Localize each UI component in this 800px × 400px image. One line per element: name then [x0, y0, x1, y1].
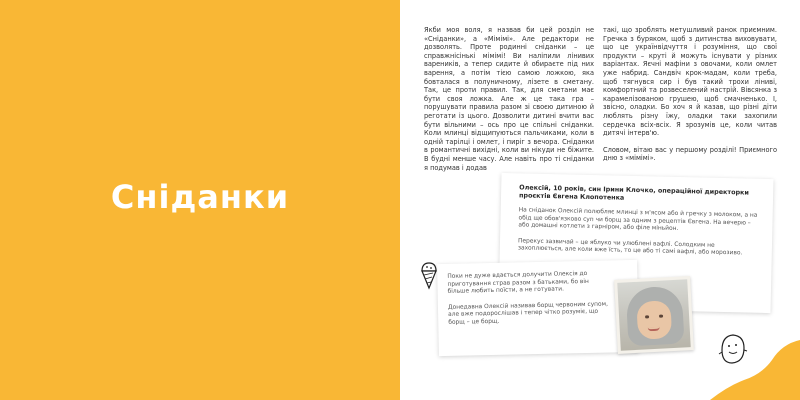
paragraph: такі, що зроблять метушливий ранок приємним. Гречка з буряком, щоб з дитинства виховувати, що це українвідчуття і розуміння, що свої продукти – круті й можуть існувати у різних варіантах. Яєчні мафіни з овочами, коли омлет уже набрид. Сандвіч крок-мадам, коли треба, щоб тягнувся сир і був такий трохи ліниві, комфортний та розвеселений настрій. Вівсянка з карамелізованою грушею, щоб смачненько. І, звісно, оладки. Бо хоч я й казав, що різні діти люблять різну їжу, оладки таки захопили сердечка всіх-всіх. Я зрозумів це, коли читав дитячі інтерв'ю. — [603, 26, 777, 138]
paragraph: Якби моя воля, я назвав би цей розділ не «Сніданки», а «Мімімі». Але редактори не дозволять. Проте родинні сніданки – це справжнісінькі мімімі! Ви наліпили лінивих вареників, а тепер сидите й обираєте під них варення, а потім тією самою ложкою, яка бовталася в полуничному, лізете в сметану. Так, це проти правил. Так, для сметани має бути своя ложка. Але ж це така гра – порушувати правила разом зі своєю дитиною й реготати із цього. Дозволити дитині вчити вас бути вільними – ось про це спільні сніданки. Коли млинці відщипуються пальчиками, коли в одній тарілці і омлет, і пиріг з вечора. Сніданки в романтичні вихідні, коли ви нікуди не біжите. В будні менше часу. Але навіть про ті сніданки я подумав і додав — [424, 26, 594, 172]
chapter-title: Сніданки — [110, 178, 290, 216]
card-paragraph: Поки не дуже вдається долучити Олексія до приготування страв разом з батьками, бо він більше любить поїсти, а не готувати. — [447, 270, 589, 296]
text-column-right — [603, 26, 777, 163]
card-paragraph: На сніданок Олексій полюбляє млинці з м'ясом або й гречку з молоком, а на обід ще обов'язково суп чи борщ за одним з рецептів Євгена. На вечерю – або домашні котлети з гарніром, або філе міньйон. — [518, 207, 758, 233]
potato-icon — [718, 332, 748, 366]
card-paragraph: Донедавна Олексій називав борщ червоним супом, але вже подорослішав і тепер чітко розуміє, що борщ – це борщ. — [447, 301, 609, 326]
child-photo — [614, 276, 694, 354]
card-heading: Олексій, 10 років, син Ірини Клочко, операційної директорки проєктів Євгена Клопотенка — [518, 183, 750, 202]
right-page — [400, 0, 800, 400]
text-column-left — [424, 26, 594, 172]
paragraph: Словом, вітаю вас у першому розділі! Приємного дню з «мімімі». — [603, 145, 777, 163]
note-card-cooking — [437, 260, 639, 356]
photo-image — [617, 279, 690, 351]
card-paragraph: Перекус зазвичай – це яблуко чи улюблені вафлі. Солодким не захоплюється, але коли вже їсть, то це або ті самі вафлі, або морозиво. — [517, 238, 743, 257]
